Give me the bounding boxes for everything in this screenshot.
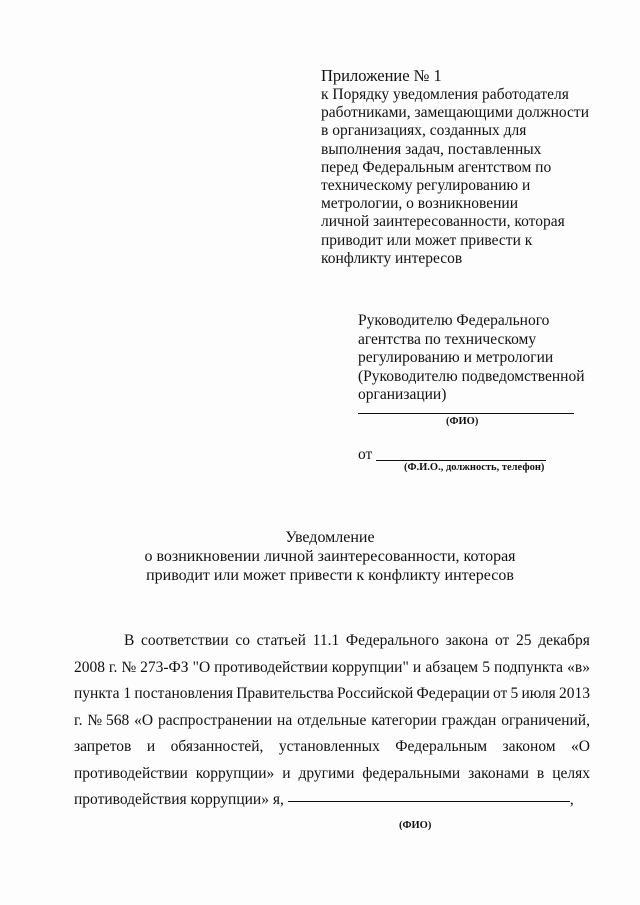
body-word: июля <box>521 685 556 702</box>
appendix-line: конфликту интересов <box>321 249 463 267</box>
body-word: и <box>146 738 156 755</box>
body-word: 2008 г. <box>74 658 118 676</box>
appendix-line: техническому регулированию и <box>321 177 531 195</box>
body-word: 5 <box>482 658 490 676</box>
declarant-fio-caption: (ФИО) <box>399 820 432 831</box>
body-word: Российской <box>336 685 414 702</box>
body-last-comma: , <box>569 791 574 808</box>
addressee-fio-underline <box>358 413 574 414</box>
addressee-line: регулированию и метрологии <box>358 349 554 366</box>
body-line <box>74 761 590 788</box>
body-word: г. <box>74 711 83 729</box>
body-word: статьей <box>256 632 306 649</box>
body-word: Федерации <box>416 685 490 702</box>
appendix-line: к Порядку уведомления работодателя <box>321 86 569 103</box>
body-word: на <box>277 711 293 729</box>
body-word: коррупции» <box>195 764 275 782</box>
notice-subtitle-line: о возникновении личной заинтересованности, которая <box>144 548 516 565</box>
addressee-fio-caption: (ФИО) <box>446 416 479 427</box>
body-word: 25 <box>516 632 532 649</box>
body-word: распространении <box>157 711 273 729</box>
body-word: постановления <box>134 685 233 702</box>
appendix-line: выполнения задач, поставленных <box>321 140 542 158</box>
body-word: другими <box>298 764 355 782</box>
body-word: со <box>235 632 250 649</box>
body-word: федеральными <box>362 764 461 782</box>
body-word: в <box>536 764 545 782</box>
body-word: № 568 <box>87 711 130 729</box>
body-word: 2013 <box>559 685 590 702</box>
body-word: соответствии <box>141 632 229 649</box>
notice-heading <box>120 528 540 585</box>
body-line-last <box>74 787 590 814</box>
addressee-line: агентства по техническому <box>358 330 537 348</box>
body-line <box>74 708 590 735</box>
body-word: абзацем <box>425 658 479 676</box>
body-word: Федерального <box>345 632 439 649</box>
body-word: закона <box>445 632 489 649</box>
from-caption: (Ф.И.О., должность, телефон) <box>404 462 545 473</box>
body-word: и <box>282 764 291 782</box>
appendix-header <box>321 66 611 268</box>
addressee-block <box>358 312 618 405</box>
from-underline <box>376 460 546 461</box>
body-word: В <box>124 632 135 649</box>
body-last-text: противодействия коррупции» я, <box>74 791 284 808</box>
body-word: граждан <box>441 711 497 729</box>
body-line <box>74 734 590 761</box>
notice-title: Уведомление <box>285 529 375 546</box>
body-word: 5 <box>510 685 519 702</box>
body-line <box>74 628 590 655</box>
body-line <box>74 655 590 682</box>
body-word: декабря <box>538 632 590 649</box>
notice-subtitle-line: приводит или может привести к конфликту интересов <box>146 567 514 584</box>
body-word: от <box>495 632 510 649</box>
body-word: законом <box>502 738 556 755</box>
body-word: категории <box>371 711 437 729</box>
appendix-line: перед Федеральным агентством по <box>321 158 552 176</box>
body-word: "О противодействии коррупции" <box>192 658 409 676</box>
body-word: установленных <box>278 738 380 755</box>
from-label: от <box>358 446 373 463</box>
body-word: обязанностей, <box>170 738 264 755</box>
appendix-line: в организациях, созданных для <box>321 122 527 140</box>
body-word: Федеральным <box>395 738 488 755</box>
body-word: 11.1 <box>312 632 340 649</box>
appendix-line: работниками, замещающими должности <box>321 104 590 122</box>
body-word: законами <box>468 764 529 782</box>
body-line <box>74 681 590 708</box>
declarant-fio-underline <box>288 787 570 802</box>
appendix-line: приводит или может привести к <box>321 231 533 249</box>
appendix-title: Приложение № 1 <box>321 66 442 85</box>
addressee-line: организации) <box>358 386 447 403</box>
body-word: запретов <box>74 738 132 755</box>
body-word: «в» <box>567 658 590 676</box>
body-word: целях <box>552 764 590 782</box>
body-word: ограничений, <box>501 711 590 729</box>
body-word: и <box>412 658 422 676</box>
addressee-line: Руководителю Федерального <box>358 312 550 329</box>
body-word: противодействии <box>74 764 188 782</box>
appendix-line: личной заинтересованности, которая <box>321 213 565 231</box>
body-word: подпункта <box>494 658 564 676</box>
addressee-line: (Руководителю подведомственной <box>358 367 585 385</box>
body-word: «О <box>134 711 154 729</box>
body-word: «О <box>571 738 590 755</box>
appendix-line: метрологии, о возникновении <box>321 195 518 213</box>
body-word: отдельные <box>297 711 367 729</box>
body-word: Правительства <box>236 685 334 702</box>
body-word: № 273-ФЗ <box>121 658 189 676</box>
body-word: от <box>492 685 508 702</box>
notice-body <box>74 628 590 814</box>
body-word: пункта 1 <box>74 685 132 702</box>
